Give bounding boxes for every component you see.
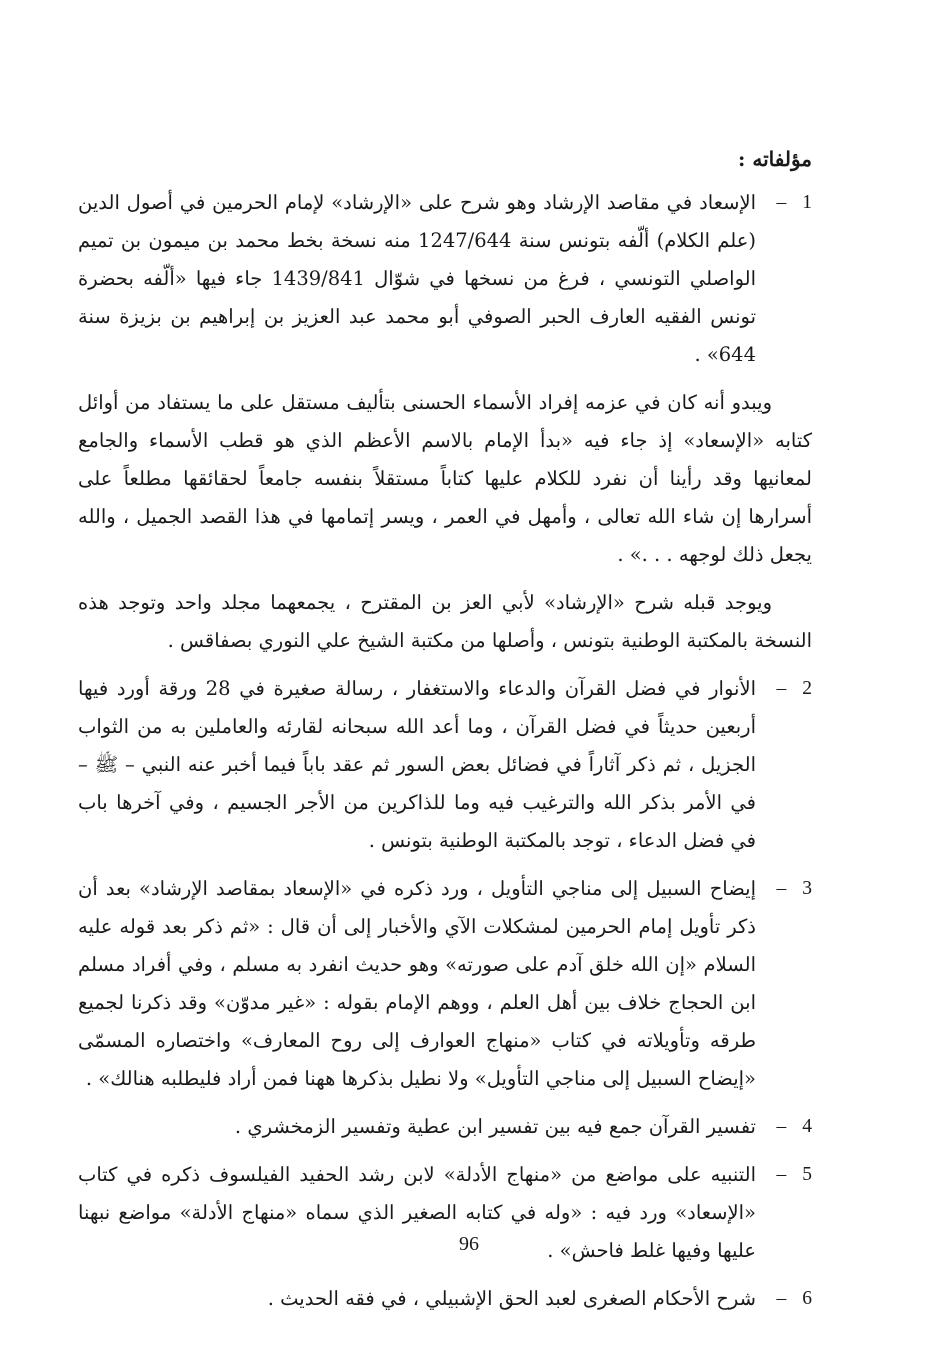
item-dash: – bbox=[776, 878, 787, 899]
page-number: 96 bbox=[459, 1233, 479, 1255]
item-number bbox=[756, 670, 812, 708]
list-item-4 bbox=[78, 1108, 812, 1146]
item-number-value: 3 bbox=[802, 878, 812, 899]
list-item-1 bbox=[78, 184, 812, 374]
item-number bbox=[756, 184, 812, 222]
paragraph-2: ويوجد قبله شرح «الإرشاد» لأبي العز بن المقترح ، يجمعهما مجلد واحد وتوجد هذه النسخة بالمكتبة الوطنية بتونس ، وأصلها من مكتبة الشيخ علي النوري بصفاقس . bbox=[78, 591, 812, 652]
item-dash: – bbox=[776, 678, 787, 699]
item-number-value: 1 bbox=[802, 192, 812, 213]
item-text: الأنوار في فضل القرآن والدعاء والاستغفار ، رسالة صغيرة في 28 ورقة أورد فيها أربعين حديثاً في فضل القرآن ، وما أعد الله سبحانه لقارئه والعاملين به من الثواب الجزيل ، ثم ذكر آثاراً في فضائل بعض السور ثم عقد باباً فيما أخبر عنه النبي – ﷺ – في الأمر بذكر الله والترغيب فيه وما للذاكرين من الأجر الجسيم ، وفي آخرها باب في فضل الدعاء ، توجد بالمكتبة الوطنية بتونس . bbox=[78, 677, 756, 852]
item-number bbox=[756, 870, 812, 908]
item-number-value: 6 bbox=[802, 1288, 812, 1309]
list-item-6 bbox=[78, 1280, 812, 1318]
item-number bbox=[756, 1280, 812, 1318]
item-text: التنبيه على مواضع من «منهاج الأدلة» لابن رشد الحفيد الفيلسوف ذكره في كتاب «الإسعاد» ورد فيه : «وله في كتابه الصغير الذي سماه «منهاج الأدلة» مواضع نبهنا عليها وفيها غلط فاحش» . bbox=[78, 1163, 756, 1262]
page-body bbox=[78, 140, 812, 1328]
paragraph-1: ويبدو أنه كان في عزمه إفراد الأسماء الحسنى بتأليف مستقل على ما يستفاد من أوائل كتابه «الإسعاد» إذ جاء فيه «بدأ الإمام بالاسم الأعظم الذي هو قطب الأسماء والجامع لمعانيها وقد رأينا أن نفرد للكلام عليها كتاباً مستقلاً بنفسه جامعاً لحقائقها مطلعاً على أسرارها إن شاء الله تعالى ، وأمهل في العمر ، ويسر إتمامها في هذا القصد الجميل ، والله يجعل ذلك لوجهه . . .» . bbox=[78, 391, 812, 566]
item-number bbox=[756, 1156, 812, 1194]
item-text: إيضاح السبيل إلى مناجي التأويل ، ورد ذكره في «الإسعاد بمقاصد الإرشاد» بعد أن ذكر تأويل إمام الحرمين لمشكلات الآي والأخبار إلى أن قال : «ثم ذكر بعد قوله عليه السلام «إن الله خلق آدم على صورته» وهو حديث انفرد به مسلم ، وفي أفراد مسلم ابن الحجاج خلاف بين أهل العلم ، ووهم الإمام بقوله : «غير مدوّن» وقد ذكرنا لجميع طرقه وتأويلاته في كتاب «منهاج العوارف إلى روح المعارف» واختصاره المسمّى «إيضاح السبيل إلى مناجي التأويل» ولا نطيل بذكرها ههنا فمن أراد فليطلبه هنالك» . bbox=[78, 877, 756, 1090]
item-text: الإسعاد في مقاصد الإرشاد وهو شرح على «الإرشاد» لإمام الحرمين في أصول الدين (علم الكلام) ألّفه بتونس سنة 1247/644 منه نسخة بخط محمد بن ميمون بن تميم الواصلي التونسي ، فرغ من نسخها في شوّال 1439/841 جاء فيها «ألّفه بحضرة تونس الفقيه العارف الحبر الصوفي أبو محمد عبد العزيز بن إبراهيم بن بزيزة سنة 644» . bbox=[78, 191, 757, 366]
item-number bbox=[756, 1108, 812, 1146]
section-heading: مؤلفاته : bbox=[738, 147, 812, 171]
item-text: شرح الأحكام الصغرى لعبد الحق الإشبيلي ، في فقه الحديث . bbox=[267, 1287, 756, 1310]
list-item-2 bbox=[78, 670, 812, 860]
item-dash: – bbox=[776, 192, 787, 213]
item-dash: – bbox=[776, 1116, 787, 1137]
list-item-3 bbox=[78, 870, 812, 1098]
item-dash: – bbox=[776, 1164, 787, 1185]
item-dash: – bbox=[776, 1288, 787, 1309]
item-number-value: 4 bbox=[802, 1116, 812, 1137]
item-number-value: 2 bbox=[802, 678, 812, 699]
item-number-value: 5 bbox=[802, 1164, 812, 1185]
item-text: تفسير القرآن جمع فيه بين تفسير ابن عطية وتفسير الزمخشري . bbox=[234, 1115, 756, 1138]
